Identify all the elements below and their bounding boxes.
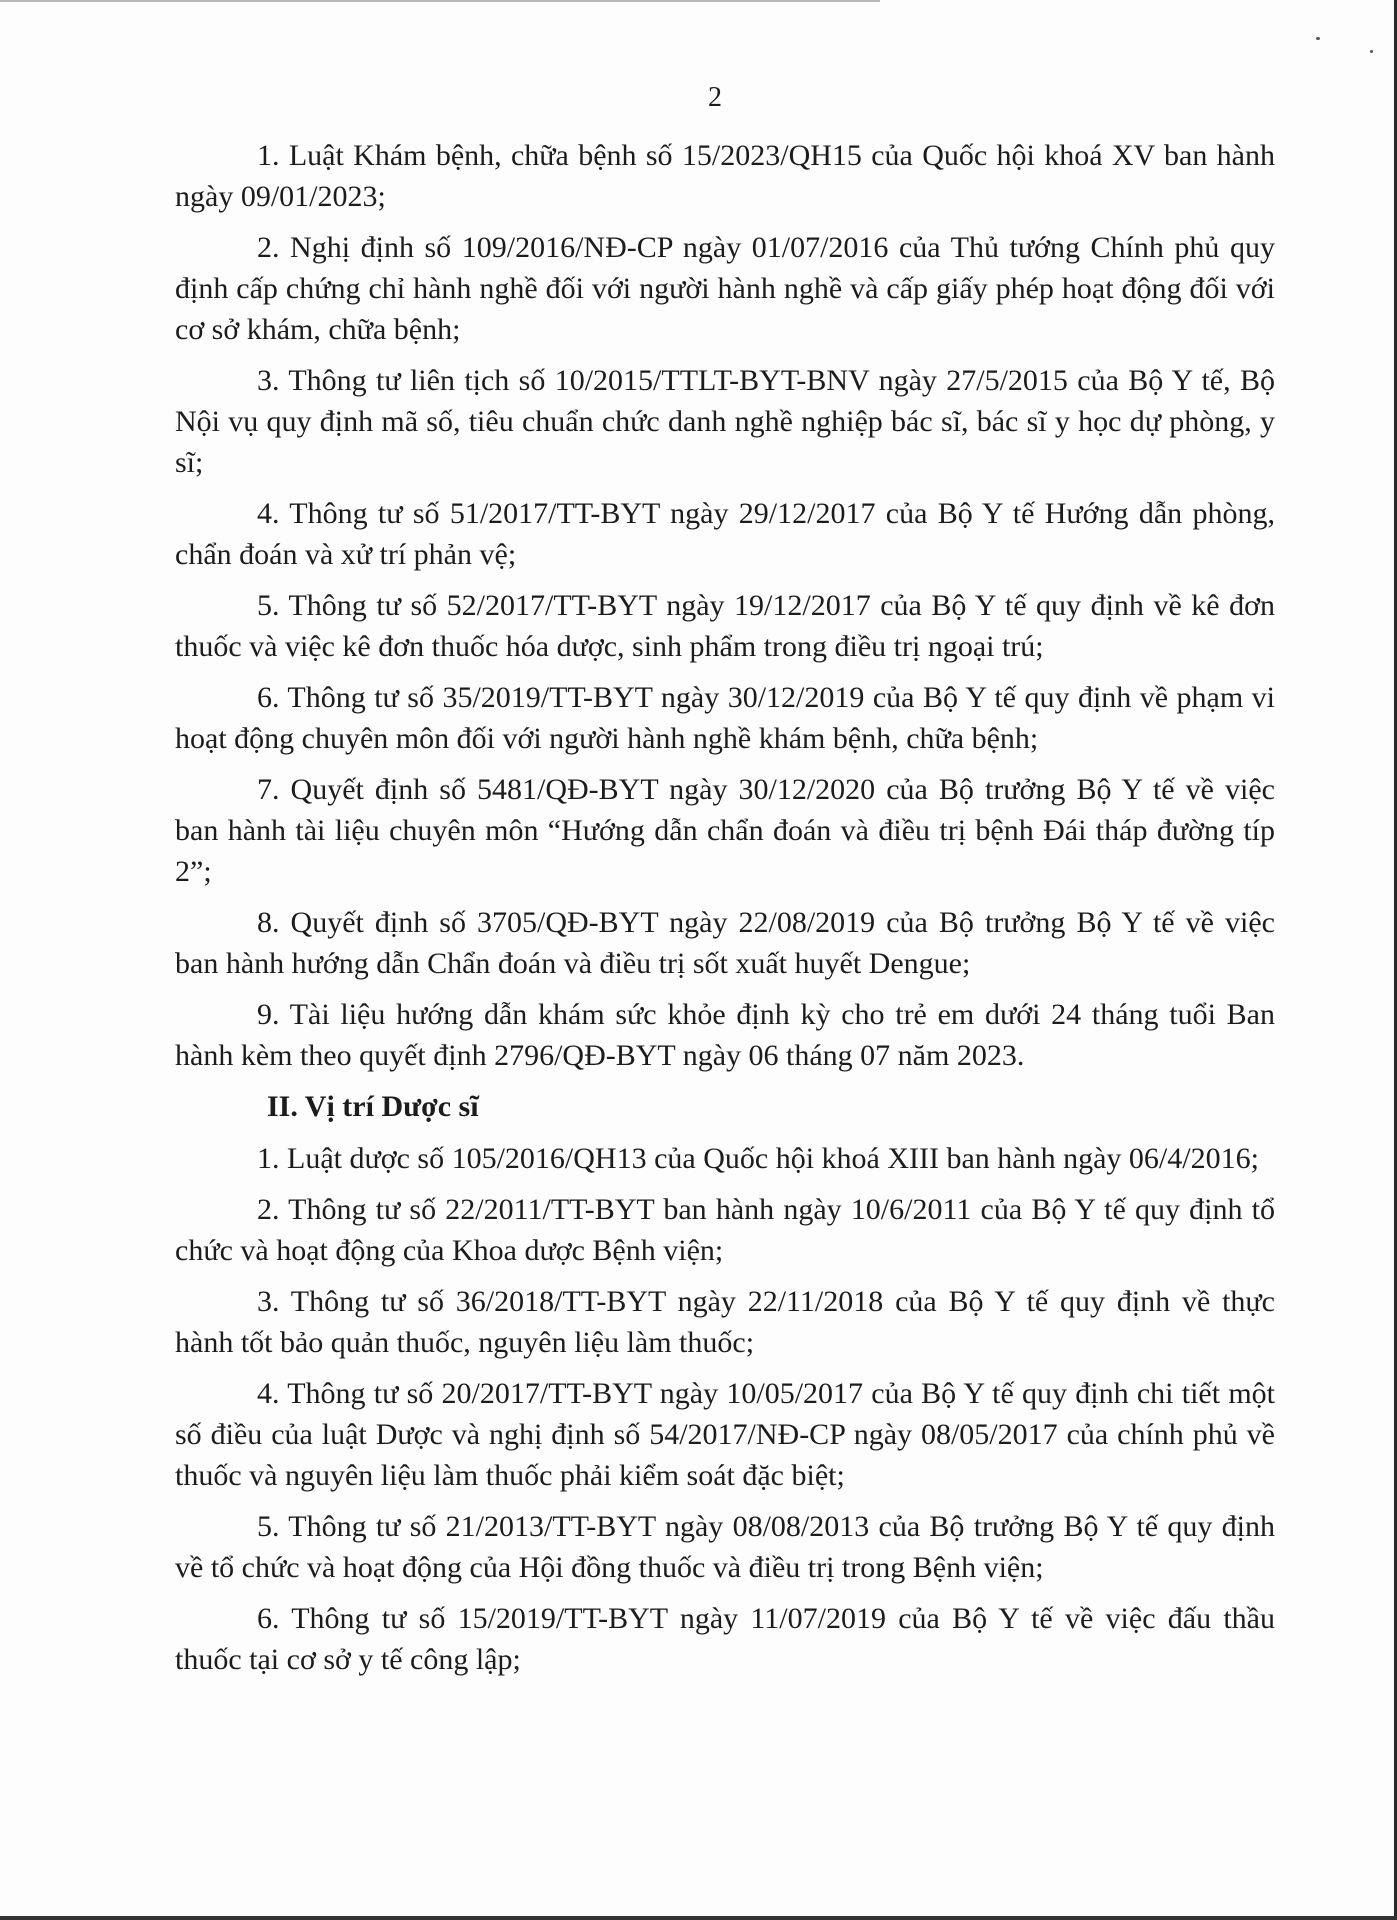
scan-edge-bottom bbox=[0, 1916, 1397, 1920]
list-item: 3. Thông tư liên tịch số 10/2015/TTLT-BYT-BNV ngày 27/5/2015 của Bộ Y tế, Bộ Nội vụ quy định mã số, tiêu chuẩn chức danh nghề nghiệp bác sĩ, bác sĩ y học dự phòng, y sĩ; bbox=[175, 364, 1275, 479]
scan-edge-top bbox=[0, 0, 880, 2]
page-number: 2 bbox=[708, 82, 722, 113]
list-item: 9. Tài liệu hướng dẫn khám sức khỏe định kỳ cho trẻ em dưới 24 tháng tuổi Ban hành kèm theo quyết định 2796/QĐ-BYT ngày 06 tháng 07 năm 2023. bbox=[175, 998, 1275, 1072]
list-item: 6. Thông tư số 35/2019/TT-BYT ngày 30/12/2019 của Bộ Y tế quy định về phạm vi hoạt động chuyên môn đối với người hành nghề khám bệnh, chữa bệnh; bbox=[175, 681, 1275, 755]
list-item: 5. Thông tư số 52/2017/TT-BYT ngày 19/12/2017 của Bộ Y tế quy định về kê đơn thuốc và việc kê đơn thuốc hóa dược, sinh phẩm trong điều trị ngoại trú; bbox=[175, 589, 1275, 663]
list-item: 3. Thông tư số 36/2018/TT-BYT ngày 22/11/2018 của Bộ Y tế quy định về thực hành tốt bảo quản thuốc, nguyên liệu làm thuốc; bbox=[175, 1285, 1275, 1359]
list-item: 1. Luật Khám bệnh, chữa bệnh số 15/2023/QH15 của Quốc hội khoá XV ban hành ngày 09/01/2023; bbox=[175, 139, 1275, 213]
scan-speck bbox=[1370, 50, 1373, 53]
list-item: 8. Quyết định số 3705/QĐ-BYT ngày 22/08/2019 của Bộ trưởng Bộ Y tế về việc ban hành hướng dẫn Chẩn đoán và điều trị sốt xuất huyết Dengue; bbox=[175, 906, 1275, 980]
list-item: 1. Luật dược số 105/2016/QH13 của Quốc hội khoá XIII ban hành ngày 06/4/2016; bbox=[257, 1142, 1259, 1175]
list-item: 6. Thông tư số 15/2019/TT-BYT ngày 11/07/2019 của Bộ Y tế về việc đấu thầu thuốc tại cơ sở y tế công lập; bbox=[175, 1602, 1275, 1676]
list-item: 2. Thông tư số 22/2011/TT-BYT ban hành ngày 10/6/2011 của Bộ Y tế quy định tổ chức và hoạt động của Khoa dược Bệnh viện; bbox=[175, 1193, 1275, 1267]
section-heading: II. Vị trí Dược sĩ bbox=[267, 1090, 479, 1123]
list-item: 5. Thông tư số 21/2013/TT-BYT ngày 08/08/2013 của Bộ trưởng Bộ Y tế quy định về tổ chức và hoạt động của Hội đồng thuốc và điều trị trong Bệnh viện; bbox=[175, 1510, 1275, 1584]
list-item: 2. Nghị định số 109/2016/NĐ-CP ngày 01/07/2016 của Thủ tướng Chính phủ quy định cấp chứng chỉ hành nghề đối với người hành nghề và cấp giấy phép hoạt động đối với cơ sở khám, chữa bệnh; bbox=[175, 231, 1275, 346]
document-body bbox=[175, 135, 1275, 1690]
list-item: 7. Quyết định số 5481/QĐ-BYT ngày 30/12/2020 của Bộ trưởng Bộ Y tế về việc ban hành tài liệu chuyên môn “Hướng dẫn chẩn đoán và điều trị bệnh Đái tháp đường típ 2”; bbox=[175, 773, 1275, 888]
scan-speck bbox=[1316, 37, 1320, 40]
list-item: 4. Thông tư số 51/2017/TT-BYT ngày 29/12/2017 của Bộ Y tế Hướng dẫn phòng, chẩn đoán và xử trí phản vệ; bbox=[175, 497, 1275, 571]
list-item: 4. Thông tư số 20/2017/TT-BYT ngày 10/05/2017 của Bộ Y tế quy định chi tiết một số điều của luật Dược và nghị định số 54/2017/NĐ-CP ngày 08/05/2017 của chính phủ về thuốc và nguyên liệu làm thuốc phải kiểm soát đặc biệt; bbox=[175, 1377, 1275, 1492]
